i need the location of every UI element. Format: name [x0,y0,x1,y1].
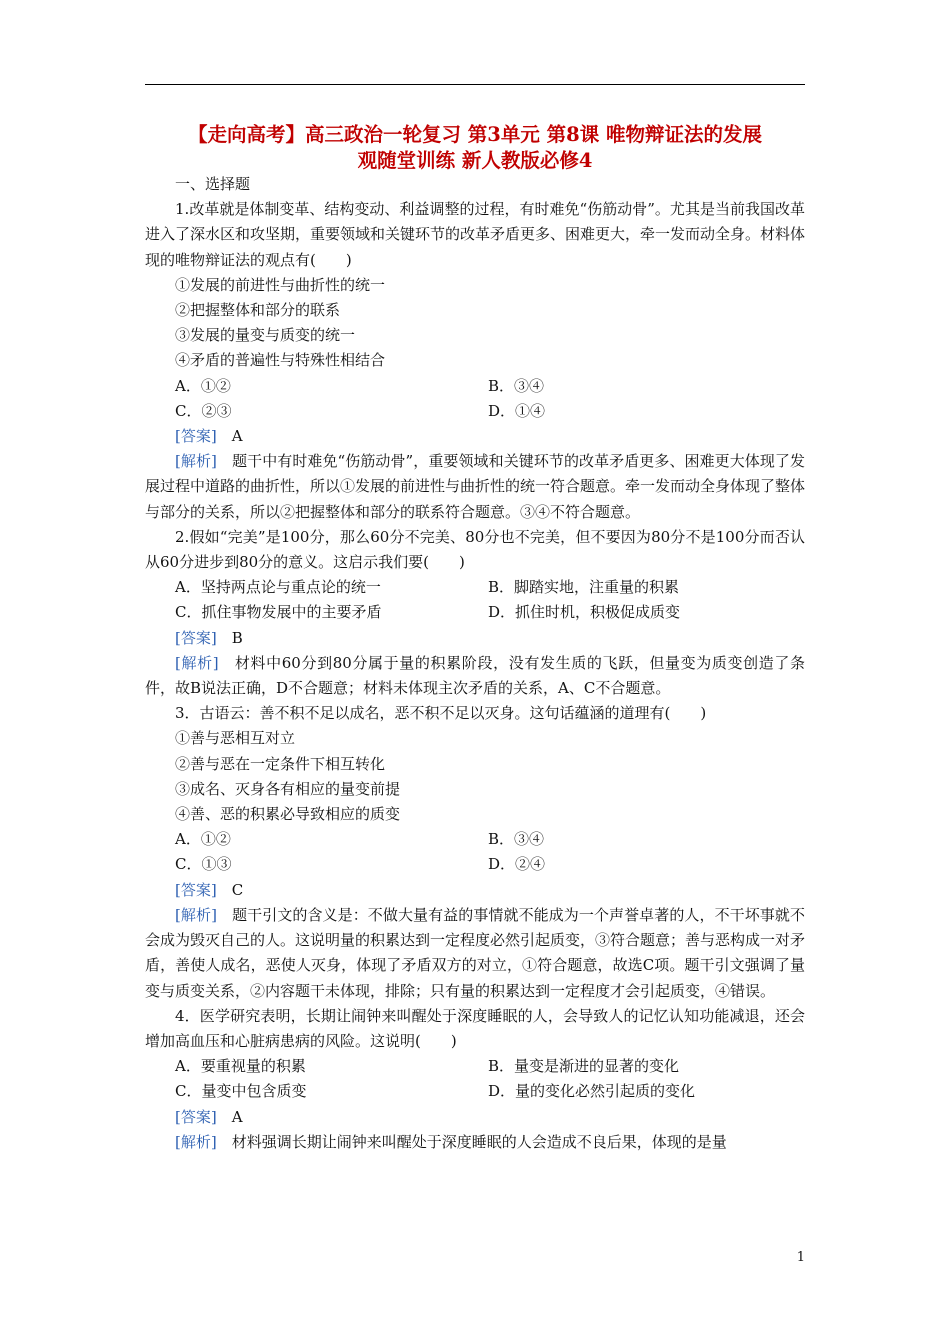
q1-item-3: ③发展的量变与质变的统一 [175,326,356,345]
q1-answer-value: A [231,427,243,446]
q2-option-b: B．脚踏实地，注重量的积累 [488,578,680,597]
q4-option-c: C．量变中包含质变 [175,1082,307,1101]
q3-option-b: B．③④ [488,830,545,849]
document-body [145,172,805,1155]
analysis-tag: [解析] [175,905,217,924]
q3-answer-value: C [231,880,244,899]
q2-analysis [145,651,805,701]
analysis-tag: [解析] [175,452,217,471]
q3-item-4: ④善、恶的积累必导致相应的质变 [175,805,401,824]
q2-option-c: C．抓住事物发展中的主要矛盾 [175,603,382,622]
q4-option-b: B．量变是渐进的显著的变化 [488,1057,680,1076]
q1-item-1: ①发展的前进性与曲折性的统一 [175,275,386,294]
answer-tag: [答案] [175,1107,217,1126]
header-rule [145,84,805,85]
q1-item-4: ④矛盾的普遍性与特殊性相结合 [175,351,386,370]
title-line-1: 【走向高考】高三政治一轮复习 第3单元 第8课 唯物辩证法的发展 [187,123,762,146]
q3-item-3: ③成名、灭身各有相应的量变前提 [175,779,401,798]
q1-option-b: B．③④ [488,376,545,395]
q3-stem: 3．古语云：善不积不足以成名，恶不积不足以灭身。这句话蕴涵的道理有( ) [175,704,707,723]
q4-option-d: D．量的变化必然引起质的变化 [488,1082,696,1101]
q4-answer [145,1105,805,1130]
q4-stem: 4．医学研究表明，长期让闹钟来叫醒处于深度睡眠的人，会导致人的记忆认知功能减退，还会增加高血压和心脏病患病的风险。这说明( ) [145,1006,805,1050]
q4-analysis-text: 材料强调长期让闹钟来叫醒处于深度睡眠的人会造成不良后果，体现的是量 [231,1132,727,1151]
q2-stem: 2.假如“完美”是100分，那么60分不完美、80分也不完美，但不要因为80分不是100分而否认从60分进步到80分的意义。这启示我们要( ) [145,527,805,572]
q3-options-ab [145,827,805,852]
q2-option-d: D．抓住时机，积极促成质变 [488,603,681,622]
q1-stem: 1.改革就是体制变革、结构变动、利益调整的过程，有时难免“伤筋动骨”。尤其是当前我国改革进入了深水区和攻坚期，重要领域和关键环节的改革矛盾更多、困难更大，牵一发而动全身。材料体现的唯物辩证法的观点有( ) [145,200,806,269]
q4-options-ab [145,1054,805,1079]
q2-options-cd [145,600,805,625]
answer-tag: [答案] [175,880,217,899]
q1-analysis-text: 题干中有时难免“伤筋动骨”，重要领域和关键环节的改革矛盾更多、困难更大体现了发展过程中道路的曲折性，所以①发展的前进性与曲折性的统一符合题意。牵一发而动全身体现了整体与部分的关系，所以②把握整体和部分的联系符合题意。③④不符合题意。 [145,452,806,521]
q3-item-2: ②善与恶在一定条件下相互转化 [175,754,386,773]
analysis-tag: [解析] [175,653,219,672]
q3-options-cd [145,852,805,877]
q3-option-d: D．②④ [488,855,546,874]
q3-option-a: A．①② [175,830,231,849]
q1-option-a: A．①② [175,376,231,395]
q2-options-ab [145,575,805,600]
title-line-2: 观随堂训练 新人教版必修4 [357,149,593,172]
answer-tag: [答案] [175,628,217,647]
section-heading: 一、选择题 [175,175,251,193]
q3-option-c: C．①③ [175,855,232,874]
q1-answer [145,424,805,449]
page-number: 1 [796,1250,805,1265]
q2-analysis-text: 材料中60分到80分属于量的积累阶段，没有发生质的飞跃，但量变为质变创造了条件，故B说法正确，D不合题意；材料未体现主次矛盾的关系，A、C不合题意。 [145,653,805,698]
q1-analysis [145,449,805,525]
q4-option-a: A．要重视量的积累 [175,1057,306,1076]
q3-item-1: ①善与恶相互对立 [175,729,296,748]
q3-answer [145,878,805,903]
q1-item-2: ②把握整体和部分的联系 [175,301,341,320]
q1-options-cd [145,399,805,424]
q2-option-a: A．坚持两点论与重点论的统一 [175,578,381,597]
q2-answer-value: B [231,628,243,647]
q4-answer-value: A [231,1107,243,1126]
q4-options-cd [145,1079,805,1104]
q1-options-ab [145,374,805,399]
q3-analysis-text: 题干引文的含义是：不做大量有益的事情就不能成为一个声誉卓著的人，不干坏事就不会成为毁灭自己的人。这说明量的积累达到一定程度必然引起质变，③符合题意；善与恶构成一对矛盾，善使人成名，恶使人灭身，体现了矛盾双方的对立，①符合题意，故选C项。题干引文强调了量变与质变关系，②内容题干未体现，排除；只有量的积累达到一定程度才会引起质变，④错误。 [145,905,806,1000]
q1-option-c: C．②③ [175,401,232,420]
q4-analysis [145,1130,805,1155]
document-title [145,122,805,174]
answer-tag: [答案] [175,427,217,446]
q3-analysis [145,903,805,1004]
q2-answer [145,626,805,651]
analysis-tag: [解析] [175,1132,217,1151]
q1-option-d: D．①④ [488,401,546,420]
